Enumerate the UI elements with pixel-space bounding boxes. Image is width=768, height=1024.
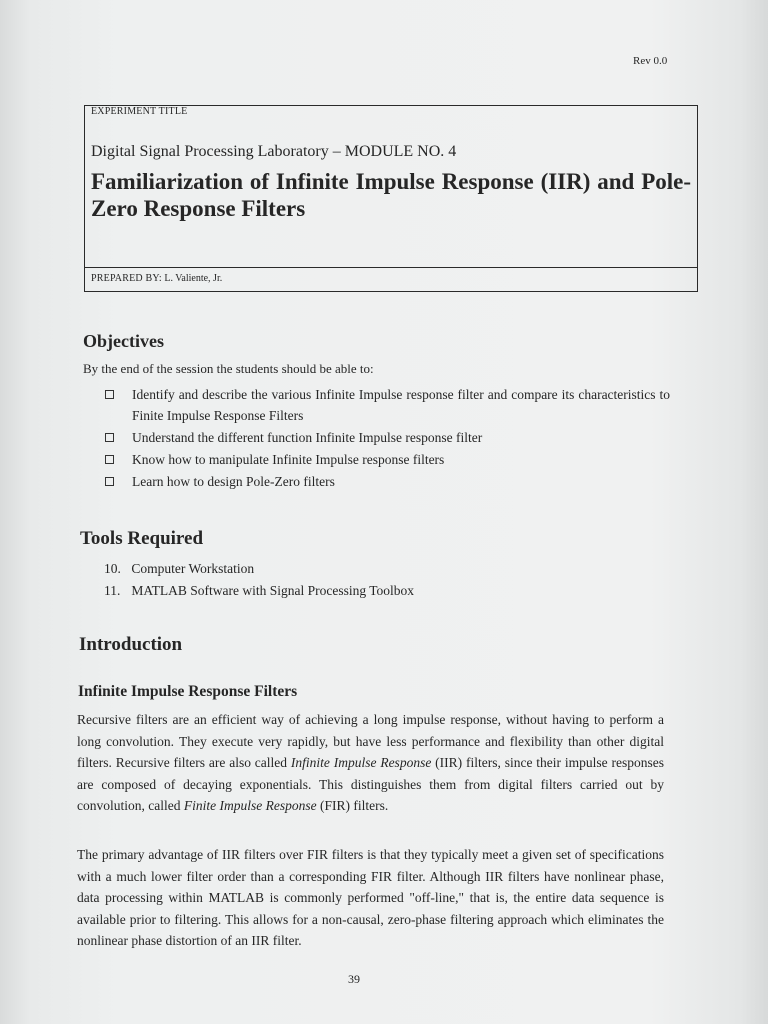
objective-text: Learn how to design Pole-Zero filters [132, 474, 335, 489]
objectives-intro: By the end of the session the students should be able to: [83, 361, 374, 376]
objective-text: Know how to manipulate Infinite Impulse response filters [132, 452, 445, 467]
prepared-by-label: PREPARED BY: [91, 273, 162, 284]
list-item [104, 580, 414, 602]
checkbox-bullet-icon [105, 390, 114, 399]
p1-text-e: (FIR) filters. [316, 798, 389, 813]
list-item [105, 449, 670, 470]
list-item [105, 427, 670, 448]
experiment-title-label: EXPERIMENT TITLE [91, 106, 188, 117]
checkbox-bullet-icon [105, 477, 114, 486]
objectives-heading: Objectives [83, 331, 164, 351]
objective-text: Identify and describe the various Infinite Impulse response filter and compare its characteristics to Finite Impulse Response Filters [132, 387, 670, 423]
tool-number: 11. [104, 583, 121, 598]
tools-heading: Tools Required [80, 528, 204, 549]
tool-number: 10. [104, 561, 121, 576]
title-box-divider [85, 267, 697, 268]
tool-text: Computer Workstation [131, 561, 255, 576]
list-item [104, 558, 414, 580]
objective-text: Understand the different function Infinite Impulse response filter [132, 430, 483, 445]
tool-text: MATLAB Software with Signal Processing Toolbox [131, 583, 415, 598]
intro-paragraph-2: The primary advantage of IIR filters over FIR filters is that they typically meet a given set of specifications with a much lower filter order than a corresponding FIR filter. Although IIR filters have nonlinear phase, data processing within MATLAB is commonly performed "off-line," that is, the entire data sequence is available prior to filtering. This allows for a non-causal, zero-phase filtering approach which eliminates the nonlinear phase distortion of an IIR filter. [77, 847, 664, 948]
checkbox-bullet-icon [105, 455, 114, 464]
experiment-title: Familiarization of Infinite Impulse Response (IIR) and Pole-Zero Response Filters [91, 169, 691, 221]
list-item [105, 471, 670, 492]
page-number: 39 [348, 972, 360, 986]
p1-emphasis-fir: Finite Impulse Response [183, 798, 317, 813]
p1-text-c: (IIR) filters, since their impulse responses are composed of decaying exponentials. This distinguishes them from digital filters carried out by convolution, called [77, 755, 664, 813]
module-name: Digital Signal Processing Laboratory – MODULE NO. 4 [91, 143, 457, 160]
list-item [105, 384, 670, 426]
tools-list [104, 558, 414, 602]
p1-text-a: Recursive filters are an efficient way of achieving a long impulse response, without having to perform a long convolution. They execute very rapidly, but have less performance and flexibility than other digital filters. Recursive filters are also called [77, 712, 664, 770]
iir-subheading: Infinite Impulse Response Filters [78, 683, 298, 700]
experiment-title-box [84, 105, 698, 292]
checkbox-bullet-icon [105, 433, 114, 442]
prepared-by [91, 273, 222, 284]
revision-label: Rev 0.0 [633, 55, 668, 67]
introduction-heading: Introduction [79, 634, 183, 655]
objectives-list [105, 384, 670, 493]
p1-emphasis-iir: Infinite Impulse Response [290, 755, 432, 770]
prepared-by-name: L. Valiente, Jr. [164, 273, 223, 284]
intro-paragraph-1 [77, 709, 664, 817]
